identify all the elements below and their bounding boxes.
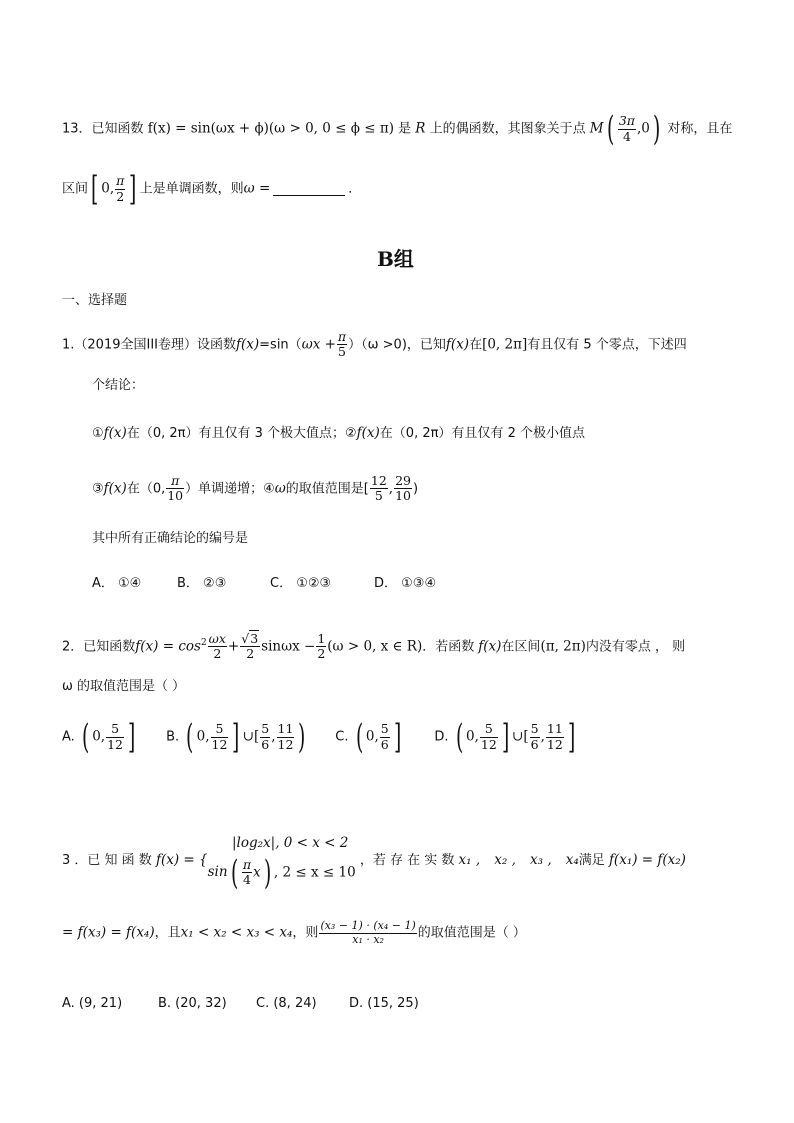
q2-frac3 — [316, 632, 326, 662]
q2-plus: + — [227, 638, 240, 655]
sqrt-radicand: 3 — [250, 631, 259, 646]
q3-and: ，且 — [154, 925, 181, 941]
zero: 0, — [92, 728, 106, 745]
q3-fx: f(x) = { — [155, 852, 208, 868]
q1-c1-fx: f(x) — [103, 425, 127, 441]
q1-interval: [0, 2π] — [482, 336, 528, 353]
q1-eq: =sin（ — [259, 337, 302, 353]
q1-option-a: A． ①④ — [92, 576, 142, 591]
frac-num: π — [166, 474, 184, 489]
q1-line2: 个结论： — [92, 378, 145, 393]
q3-x2: x₂ , — [494, 852, 516, 868]
part-heading: 一、选择题 — [62, 293, 128, 308]
q3-line1: 3 ．已 知 函 数 f(x) = {sin( $\frac{\pi}{4}$ x) , 2 ≤ x ≤ 10 ，若 存 在 实 数 x₁ , x₂ , x₃ , x₄满足 f(x₁) = f(x₂) — [62, 852, 686, 893]
q2-frac2: $\frac{√3}{2}$ — [241, 631, 259, 662]
q1-wx: ωx + — [301, 336, 336, 353]
q1-c4-frac1 — [370, 474, 388, 504]
option-letter: B. — [166, 729, 180, 745]
q2-option-a: A. ( 0, $\frac{5}{12}$ ] — [62, 717, 136, 757]
frac-num: 3π — [618, 113, 636, 129]
q3-expression — [319, 920, 416, 946]
q2-fx2: f(x) — [478, 638, 502, 655]
q13-int-fraction — [115, 174, 125, 204]
q1-line1 — [62, 330, 687, 360]
frac-num: 5 — [380, 721, 389, 737]
q1-prefix: 1.（2019全国III卷理）设函数 — [62, 337, 236, 353]
q1-tail: 有且仅有 5 个零点，下述四 — [527, 337, 687, 353]
q1-conclusions-1 — [92, 425, 585, 443]
q13-int-left: 0, — [101, 180, 115, 197]
q3-order: x₁ < x₂ < x₃ < x₄ — [180, 924, 293, 941]
q13-M-tail: ,0 — [637, 120, 650, 137]
q3-ask: 的取值范围是（ ） — [417, 925, 526, 941]
q1-conclusions-2: ③f(x)在（0, $\frac{\pi}{10}$ ）单调递增；④ω的取值范围是[ $\frac{12}{5}$ , $\frac{29}{10}$ ) — [92, 473, 419, 504]
q1-c3-tail: ）单调递增；④ — [185, 481, 275, 497]
frac-den: 12 — [211, 736, 228, 752]
q13-line2 — [62, 169, 362, 209]
q3-then: ，则 — [292, 925, 319, 941]
q1-option-b: B． ②③ — [177, 576, 227, 591]
q13-R: R — [415, 120, 426, 137]
q1-option-d: D． ①③④ — [374, 576, 437, 591]
q3-tail: 满足 — [578, 853, 605, 868]
q13-interval-label: 区间 — [62, 181, 89, 197]
q1-in: 在 — [469, 337, 483, 353]
option-letter: A. — [62, 729, 75, 745]
q2-option-c: C. ( 0, $\frac{5}{6}$ ] — [335, 717, 402, 757]
q2-mid: sinωx − — [261, 638, 316, 655]
frac-num: π — [337, 329, 347, 344]
paren-right: ) — [652, 109, 661, 149]
frac-num: π — [242, 856, 252, 872]
q2-cond: (ω > 0, x ∈ R) — [327, 638, 423, 655]
frac-num: π — [116, 173, 125, 189]
frac-den: 2 — [246, 646, 255, 662]
q13-text-c: 上的偶函数，其图象关于点 — [429, 121, 586, 137]
q2-line2: ω 的取值范围是（ ） — [62, 679, 186, 694]
q2-options — [62, 717, 578, 757]
q2-square: 2 — [200, 638, 207, 649]
frac-num: 5 — [480, 722, 498, 737]
q13-text-b: 是 — [398, 121, 412, 137]
q3-mid: ，若 存 在 实 数 — [359, 853, 455, 868]
q3-sin: sin — [207, 864, 228, 880]
q1-c4-frac2 — [394, 474, 412, 504]
q2-option-b: B. ( 0, $\frac{5}{12}$ ] ∪[ $\frac{5}{6}$ , $\frac{11}{12}$ ) — [166, 717, 306, 757]
q3-top-piece — [232, 835, 348, 853]
q1-c2-text: 在（0, 2π）有且仅有 2 个极小值点 — [379, 426, 585, 441]
frac-den: 10 — [167, 488, 184, 504]
zero: 0, — [365, 728, 379, 745]
q1-c3-text: 在（0, — [126, 481, 166, 497]
section-title: B组 — [377, 247, 414, 271]
q3-eq1: f(x₁) = f(x₂) — [608, 852, 686, 868]
frac-num: 11 — [546, 721, 563, 737]
q1-c4-close: ) — [412, 481, 419, 497]
bracket-right: ] — [129, 169, 137, 209]
q13-omega: ω = — [243, 180, 271, 197]
q13-function: f(x) = sin(ωx + ϕ)(ω > 0, 0 ≤ ϕ ≤ π) — [147, 120, 394, 137]
q3-prefix: 3 ．已 知 函 数 — [62, 853, 152, 868]
frac-den: 2 — [213, 646, 222, 662]
q3-line2 — [62, 920, 526, 946]
zero: 0, — [465, 728, 479, 745]
option-letter: C. — [335, 729, 349, 745]
frac-den: 5 — [338, 344, 346, 360]
frac-num: 1 — [317, 631, 326, 646]
q3-x1: x₁ , — [458, 852, 481, 868]
frac-num: 5 — [211, 722, 229, 737]
frac-den: 6 — [380, 736, 389, 752]
q3-x: x — [253, 864, 261, 880]
q2-tail: ．若函数 — [422, 639, 475, 655]
q2-option-d: D. ( 0, $\frac{5}{12}$ ] ∪[ $\frac{5}{6}$ , $\frac{11}{12}$ ] — [434, 717, 576, 757]
q13-text-d: 对称，且在 — [667, 121, 733, 137]
option-letter: D. — [434, 729, 449, 745]
frac-num: 5 — [530, 721, 539, 737]
q1-c4-text: 的取值范围是[ — [285, 481, 369, 497]
q13-text-e: 上是单调函数，则 — [139, 181, 244, 197]
paren-left: ( — [606, 109, 614, 149]
q1-options — [92, 576, 436, 593]
q1-ask: 其中所有正确结论的编号是 — [92, 531, 249, 546]
q1-cond: ）（ω >0)，已知 — [348, 337, 446, 353]
frac-num: (x₃ − 1) · (x₄ − 1) — [320, 919, 416, 932]
q3-option-a: A. (9, 21) — [62, 996, 123, 1011]
q13-label: 13．已知函数 — [62, 121, 144, 137]
q1-fraction — [337, 330, 347, 360]
frac-num: 5 — [106, 722, 124, 737]
frac-den: 2 — [116, 188, 125, 204]
union: ∪[ — [512, 728, 529, 745]
frac-den: 12 — [277, 736, 294, 752]
union: ∪[ — [242, 728, 260, 745]
q1-c3-mark: ③ — [92, 481, 104, 497]
q1-fx: f(x) — [236, 336, 260, 353]
frac-den: 12 — [480, 736, 497, 752]
q3-eq2: = f(x₃) = f(x₄) — [62, 924, 155, 941]
q3-option-c: C. (8, 24) — [256, 996, 317, 1011]
frac-num: 11 — [277, 721, 294, 737]
q2-tail3: 内没有零点 ， 则 — [585, 639, 686, 655]
q3-piece-2-cond: , 2 ≤ x ≤ 10 — [273, 864, 356, 880]
frac-num: ωx — [208, 631, 226, 646]
zero: 0, — [196, 728, 210, 745]
q1-c2-fx: f(x) — [356, 425, 380, 441]
frac-den: 6 — [261, 736, 270, 752]
q13-end: ． — [348, 181, 362, 197]
frac-den: 12 — [107, 736, 123, 752]
answer-blank — [273, 195, 345, 196]
q1-c3-fx: f(x) — [103, 480, 127, 497]
frac-den: 10 — [395, 488, 411, 504]
frac-den: 4 — [622, 128, 631, 144]
frac-num: 29 — [395, 473, 411, 488]
q1-fx2: f(x) — [445, 336, 470, 353]
q2-fx: f(x) = cos — [135, 638, 201, 655]
q13-M: M — [589, 120, 604, 137]
frac-den: 12 — [546, 736, 563, 752]
q3-x4: x₄ — [565, 852, 579, 868]
frac-den: 5 — [374, 488, 383, 504]
q1-c4-omega: ω — [274, 480, 286, 497]
q1-c1-mark: ① — [92, 426, 104, 441]
q3-piece-1: |log₂x|, 0 < x < 2 — [232, 835, 349, 851]
q1-c3-fraction — [166, 474, 184, 504]
bracket-left: [ — [91, 169, 99, 209]
q2-frac1 — [208, 632, 227, 662]
q2-tail2: 在区间 — [501, 639, 541, 655]
q3-option-b: B. (20, 32) — [158, 996, 227, 1011]
q13-M-fraction — [618, 114, 636, 144]
q1-c1-text: 在（0, 2π）有且仅有 3 个极大值点；② — [126, 426, 357, 441]
frac-den: 6 — [530, 736, 539, 752]
q13-line1 — [62, 109, 733, 149]
q3-options — [62, 996, 419, 1013]
q2-line1 — [62, 632, 685, 662]
frac-den: 2 — [317, 646, 326, 662]
frac-den: 4 — [242, 872, 251, 887]
q1-option-c: C． ①②③ — [270, 576, 332, 591]
q2-interval: (π, 2π) — [540, 638, 586, 655]
frac-num: 5 — [261, 721, 270, 737]
q3-option-d: D. (15, 25) — [349, 996, 419, 1011]
q3-x3: x₃ , — [530, 852, 552, 868]
frac-num: 12 — [370, 473, 387, 488]
q2-prefix: 2．已知函数 — [62, 639, 136, 655]
frac-den: x₁ · x₂ — [352, 932, 384, 946]
